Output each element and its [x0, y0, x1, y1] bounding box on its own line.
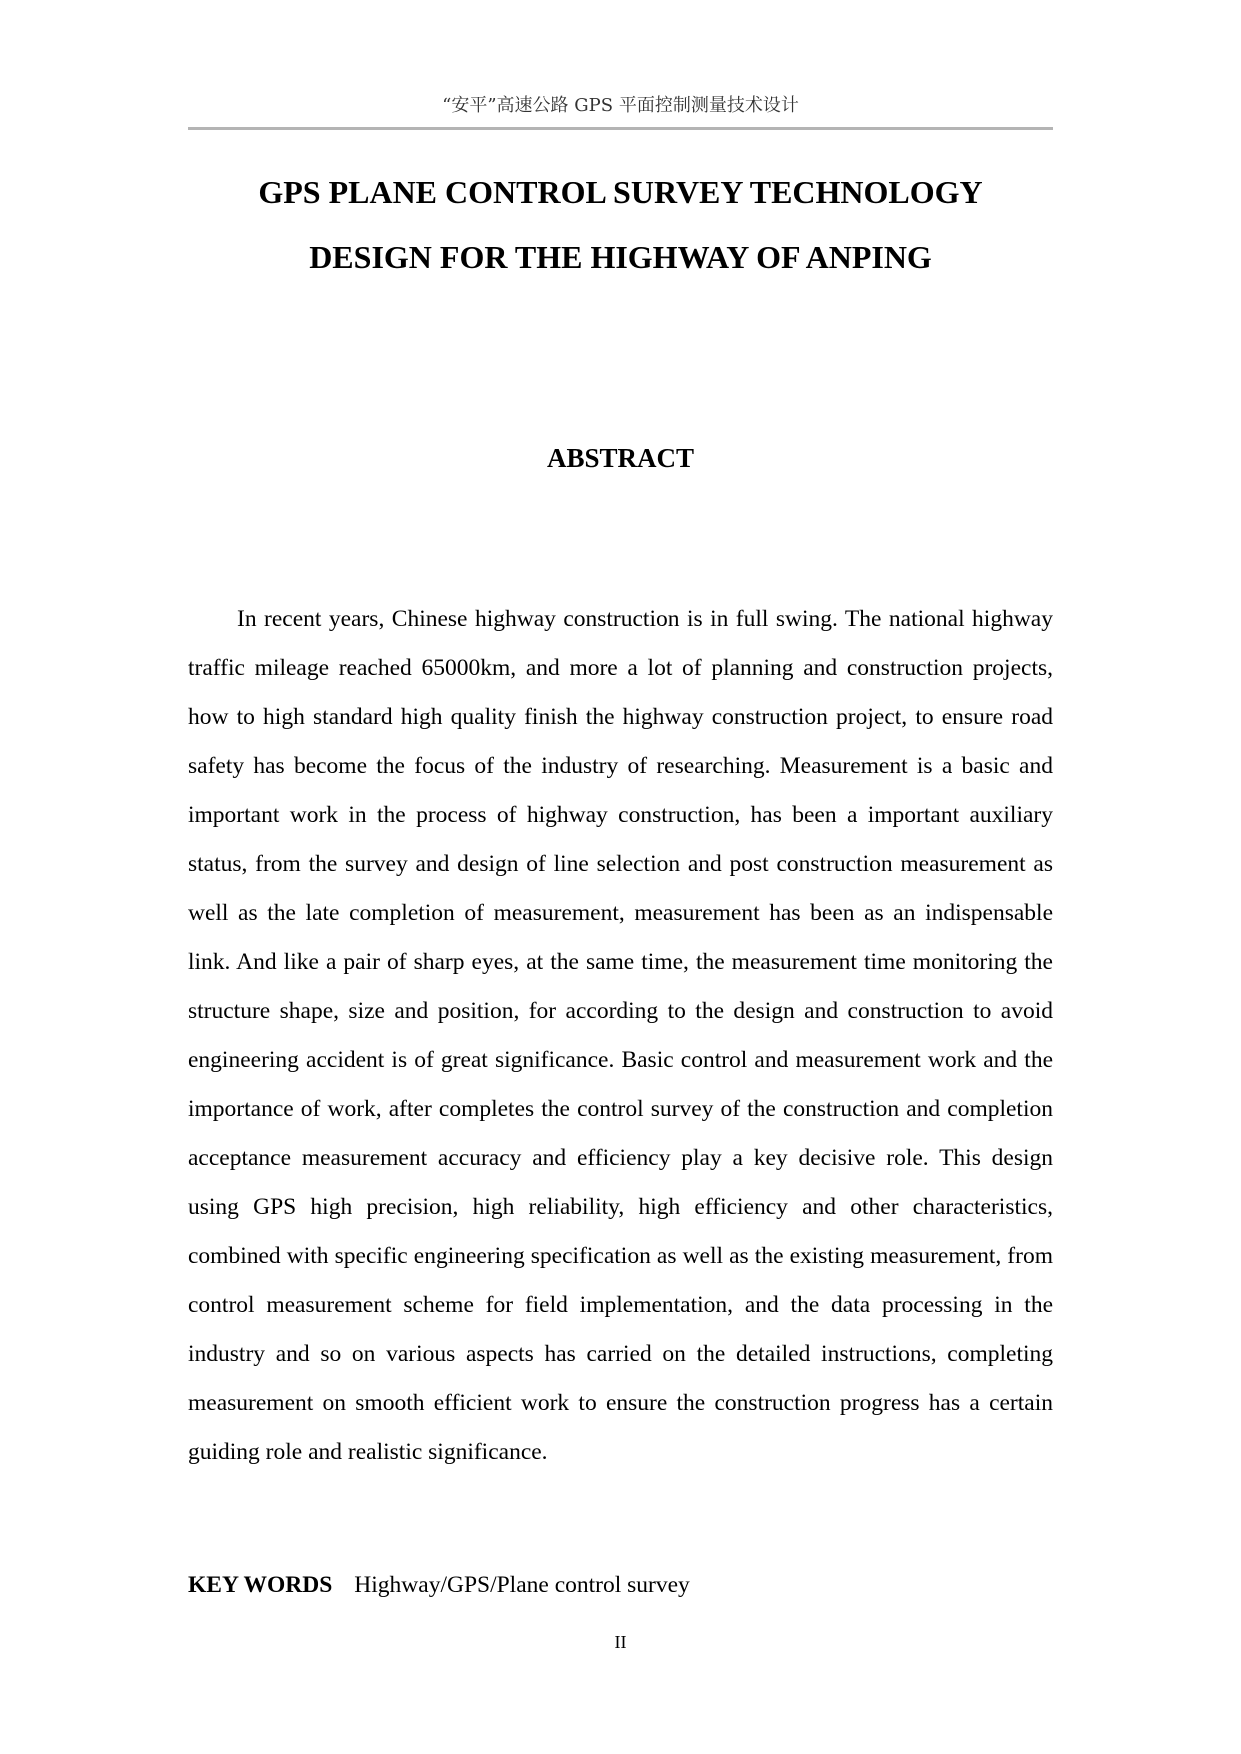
keywords-value: Highway/GPS/Plane control survey [354, 1572, 690, 1598]
abstract-heading: ABSTRACT [546, 443, 695, 473]
keywords-line [188, 1572, 1053, 1599]
header-divider [188, 127, 1053, 130]
title-line-2: DESIGN FOR THE HIGHWAY OF ANPING [309, 239, 932, 275]
title-line-1: GPS PLANE CONTROL SURVEY TECHNOLOGY [258, 174, 983, 210]
keywords-label: KEY WORDS [188, 1572, 333, 1598]
running-header: “安平”高速公路 GPS 平面控制测量技术设计 [442, 95, 799, 116]
abstract-body: In recent years, Chinese highway construction is in full swing. The national highway traffic mileage reached 65000km, and more a lot of planning and construction projects, how to high standard high quality finish the highway construction project, to ensure road safety has become the focus of the industry of researching. Measurement is a basic and important work in the process of highway construction, has been a important auxiliary status, from the survey and design of line selection and post construction measurement as well as the late completion of measurement, measurement has been as an indispensable link. And like a pair of sharp eyes, at the same time, the measurement time monitoring the structure shape, size and position, for according to the design and construction to avoid engineering accident is of great significance. Basic control and measurement work and the importance of work, after completes the control survey of the construction and completion acceptance measurement accuracy and efficiency play a key decisive role. This design using GPS high precision, high reliability, high efficiency and other characteristics, combined with specific engineering specification as well as the existing measurement, from control measurement scheme for field implementation, and the data processing in the industry and so on various aspects has carried on the detailed instructions, completing measurement on smooth efficient work to ensure the construction progress has a certain guiding role and realistic significance. [188, 606, 1053, 1465]
document-title [188, 160, 1053, 290]
page-number: II [614, 1632, 627, 1652]
